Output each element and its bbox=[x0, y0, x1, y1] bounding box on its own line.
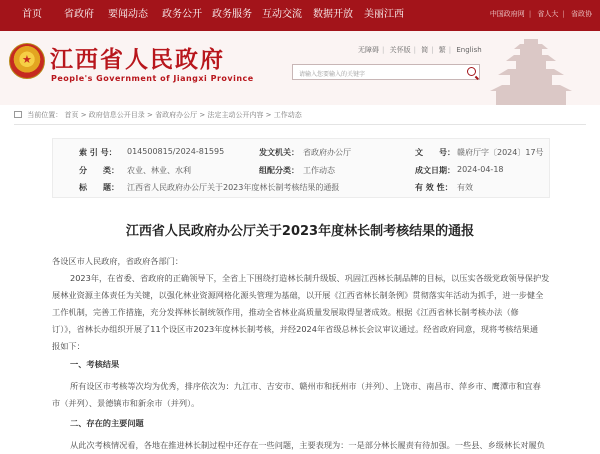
nav-item-open-data[interactable]: 数据开放 bbox=[313, 9, 353, 20]
nav-external-links: 中国政府网 | 省人大 | 省政协 bbox=[489, 10, 592, 18]
paragraph-2-line: 所有设区市考核等次均为优秀，排序依次为：九江市、吉安市、赣州市和抚州市（并列）、上饶市、南昌市、萍乡市、鹰潭市和宜春 bbox=[70, 381, 541, 391]
accessibility-tools: 无障碍 | 关怀版 | 简 | 繁 | English bbox=[358, 46, 482, 54]
paragraph-1-line: 2023年，在省委、省政府的正确领导下，全省上下围绕打造林长制升级版、巩固江西林长制品牌的目标，以压实各级党政领导保护发 bbox=[70, 273, 550, 283]
paragraph-1-line: 订）》，省林长办组织开展了11个设区市2023年度林长制考核，并经2024年省级总林长会议审议通过。经省政府同意，现将考核结果通 bbox=[52, 324, 539, 334]
breadcrumb-divider bbox=[14, 124, 586, 125]
breadcrumb-item-catalog[interactable]: 政府信息公开目录 bbox=[88, 111, 145, 119]
meta-genre-value: 工作动态 bbox=[303, 166, 335, 175]
section-heading-problems: 二、存在的主要问题 bbox=[70, 418, 144, 428]
breadcrumb-item-work-news[interactable]: 工作动态 bbox=[273, 111, 302, 119]
nav-item-government[interactable]: 省政府 bbox=[64, 9, 94, 20]
link-china-gov[interactable]: 中国政府网 bbox=[489, 10, 525, 18]
paragraph-2-line: 市（并列）、景德镇市和新余市（并列）。 bbox=[52, 398, 200, 408]
breadcrumb-item-office[interactable]: 省政府办公厅 bbox=[155, 111, 198, 119]
search-input[interactable] bbox=[292, 64, 480, 80]
national-emblem-icon: ★ bbox=[9, 43, 45, 79]
paragraph-1-line: 展林业资源主体责任为关键，以强化林业资源网格化源头管理为基础，以开展《江西省林长制条例》贯彻落实年活动为抓手，进一步健全 bbox=[52, 290, 544, 300]
nav-item-news[interactable]: 要闻动态 bbox=[108, 9, 148, 20]
meta-index-value: 014500815/2024-81595 bbox=[127, 147, 225, 156]
home-icon bbox=[14, 111, 22, 118]
meta-publisher-value: 省政府办公厅 bbox=[303, 148, 351, 157]
paragraph-1-line: 工作机制，完善工作措施，充分发挥林长制统领作用，推动全省林业高质量发展取得显著成效。根据《江西省林长制考核办法（修 bbox=[52, 307, 519, 317]
document-title: 江西省人民政府办公厅关于2023年度林长制考核结果的通报 bbox=[125, 224, 475, 239]
meta-category-key: 分 类： bbox=[79, 166, 119, 175]
breadcrumb-item-home[interactable]: 首页 bbox=[64, 111, 79, 119]
nav-item-beautiful-jiangxi[interactable]: 美丽江西 bbox=[364, 9, 404, 20]
paragraph-1-line: 报如下： bbox=[52, 341, 85, 351]
meta-index-key: 索 引 号： bbox=[79, 148, 117, 157]
meta-title-key: 标 题： bbox=[79, 183, 119, 192]
tool-traditional[interactable]: 繁 bbox=[438, 46, 446, 54]
tool-accessibility[interactable]: 无障碍 bbox=[358, 46, 379, 54]
meta-docno-key: 文 号： bbox=[415, 148, 455, 157]
breadcrumb: 当前位置： 首页 > 政府信息公开目录 > 省政府办公厅 > 法定主动公开内容 > 工作动态 bbox=[14, 110, 302, 120]
breadcrumb-item-statutory[interactable]: 法定主动公开内容 bbox=[207, 111, 264, 119]
meta-validity-value: 有效 bbox=[457, 183, 473, 192]
meta-validity-key: 有 效 性： bbox=[415, 183, 453, 192]
meta-title-value: 江西省人民政府办公厅关于2023年度林长制考核结果的通报 bbox=[127, 183, 340, 192]
meta-docno-value: 赣府厅字〔2024〕17号 bbox=[457, 148, 544, 157]
link-provincial-congress[interactable]: 省人大 bbox=[537, 10, 559, 18]
site-title[interactable]: 江西省人民政府 bbox=[50, 46, 225, 73]
meta-date-key: 成文日期： bbox=[415, 166, 455, 175]
tool-simplified[interactable]: 简 bbox=[421, 46, 429, 54]
meta-publisher-key: 发文机关： bbox=[259, 148, 299, 157]
nav-item-open-affairs[interactable]: 政务公开 bbox=[162, 9, 202, 20]
tool-care-mode[interactable]: 关怀版 bbox=[389, 46, 411, 54]
site-header bbox=[0, 31, 600, 105]
document-meta-box bbox=[52, 138, 550, 198]
meta-genre-key: 组配分类： bbox=[259, 166, 299, 175]
section-heading-results: 一、考核结果 bbox=[70, 359, 120, 369]
search-icon[interactable] bbox=[467, 67, 476, 76]
meta-date-value: 2024-04-18 bbox=[457, 165, 504, 174]
paragraph-3-line: 从此次考核情况看，各地在推进林长制过程中还存在一些问题，主要表现为：一是部分林长履责有待加强。一些县、乡级林长对履负 bbox=[70, 440, 545, 450]
site-subtitle: People's Government of Jiangxi Province bbox=[51, 74, 254, 83]
meta-category-value: 农业、林业、水利 bbox=[127, 166, 191, 175]
salutation: 各设区市人民政府，省政府各部门： bbox=[52, 256, 184, 266]
pavilion-illustration bbox=[476, 33, 586, 105]
link-cppcc[interactable]: 省政协 bbox=[571, 10, 592, 18]
tool-english[interactable]: English bbox=[456, 46, 482, 54]
breadcrumb-label: 当前位置： bbox=[27, 111, 63, 119]
search-placeholder: 请输入您要输入的关键字 bbox=[299, 71, 366, 78]
nav-item-services[interactable]: 政务服务 bbox=[212, 9, 252, 20]
nav-item-home[interactable]: 首页 bbox=[22, 9, 42, 20]
nav-item-interaction[interactable]: 互动交流 bbox=[262, 9, 302, 20]
top-nav-bar bbox=[0, 0, 600, 31]
